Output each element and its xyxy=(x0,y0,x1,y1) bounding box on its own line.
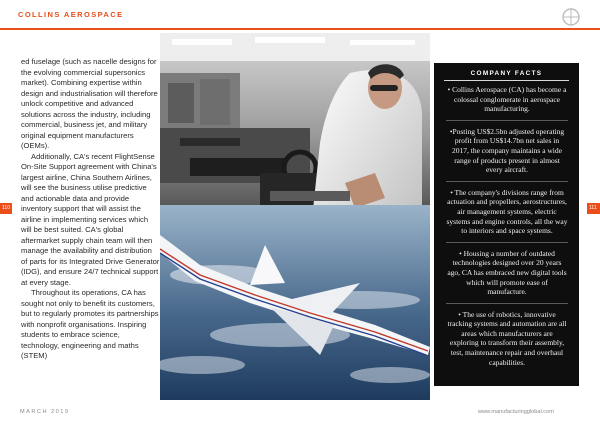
article-body xyxy=(21,57,160,362)
fact-item: • Collins Aerospace (CA) has become a colossal conglomerate in aerospace manufacturing. xyxy=(446,85,568,121)
fact-item: • The company's divisions range from actuation and propellers, aerostructures, air management systems, electric systems and engine controls, all the way to interiors and space systems. xyxy=(446,188,568,243)
brand-logo-icon xyxy=(558,6,584,28)
page-number-left: 110 xyxy=(2,205,10,211)
publication-title: COLLINS AEROSPACE xyxy=(18,10,124,19)
facts-title: COMPANY FACTS xyxy=(470,70,543,77)
article-paragraph: ed fuselage (such as nacelle designs for the evolving commercial supersonics market). Combining expertise within design and industrialisation will therefore unlock competitive and advanced solutions across the industry, including commercial, business jet, and military original equipment manufacturers (OEMs). xyxy=(21,57,158,150)
aircraft-render xyxy=(160,205,430,400)
article-paragraph: Additionally, CA's recent FlightSense On-Site Support agreement with China's largest airline, China Southern Airlines, will see the business utilise predictive and actionable data and provide inventory support that will assist the airline in implementing services which will be best suited. CA's global aftermarket supply chain team will then manage the availability and distribution of parts for its Integrated Drive Generator (IDG), and ensure 24/7 technical support at every stage. xyxy=(21,151,160,287)
website-url[interactable]: www.manufacturingglobal.com xyxy=(478,409,554,415)
issue-date: MARCH 2019 xyxy=(20,409,70,415)
article-paragraph: Throughout its operations, CA has sought not only to benefit its customers, but to regularly promotes its partnerships with nonprofit organisations. Inspiring students to embrace science, technology, engineering and maths (STEM) xyxy=(21,288,159,360)
company-facts-box xyxy=(434,63,579,386)
facts-list xyxy=(446,85,568,379)
fact-item: • Housing a number of outdated technologies designed over 20 years ago, CA has embraced new digital tools which will promote ease of manufacture. xyxy=(446,249,568,304)
fact-item: •Posting US$2.5bn adjusted operating profit from US$14.7bn net sales in 2017, the company maintains a wide range of products present in almost every aircraft. xyxy=(446,127,568,182)
fact-item: • The use of robotics, innovative tracking systems and automation are all areas which manufacturers are exploring to transform their assembly, test, maintenance repair and overhaul capabilities. xyxy=(447,309,567,367)
header-bar xyxy=(0,0,600,33)
header-rule xyxy=(0,28,600,30)
page-number-right: 111 xyxy=(589,205,597,211)
facts-divider xyxy=(444,80,569,81)
